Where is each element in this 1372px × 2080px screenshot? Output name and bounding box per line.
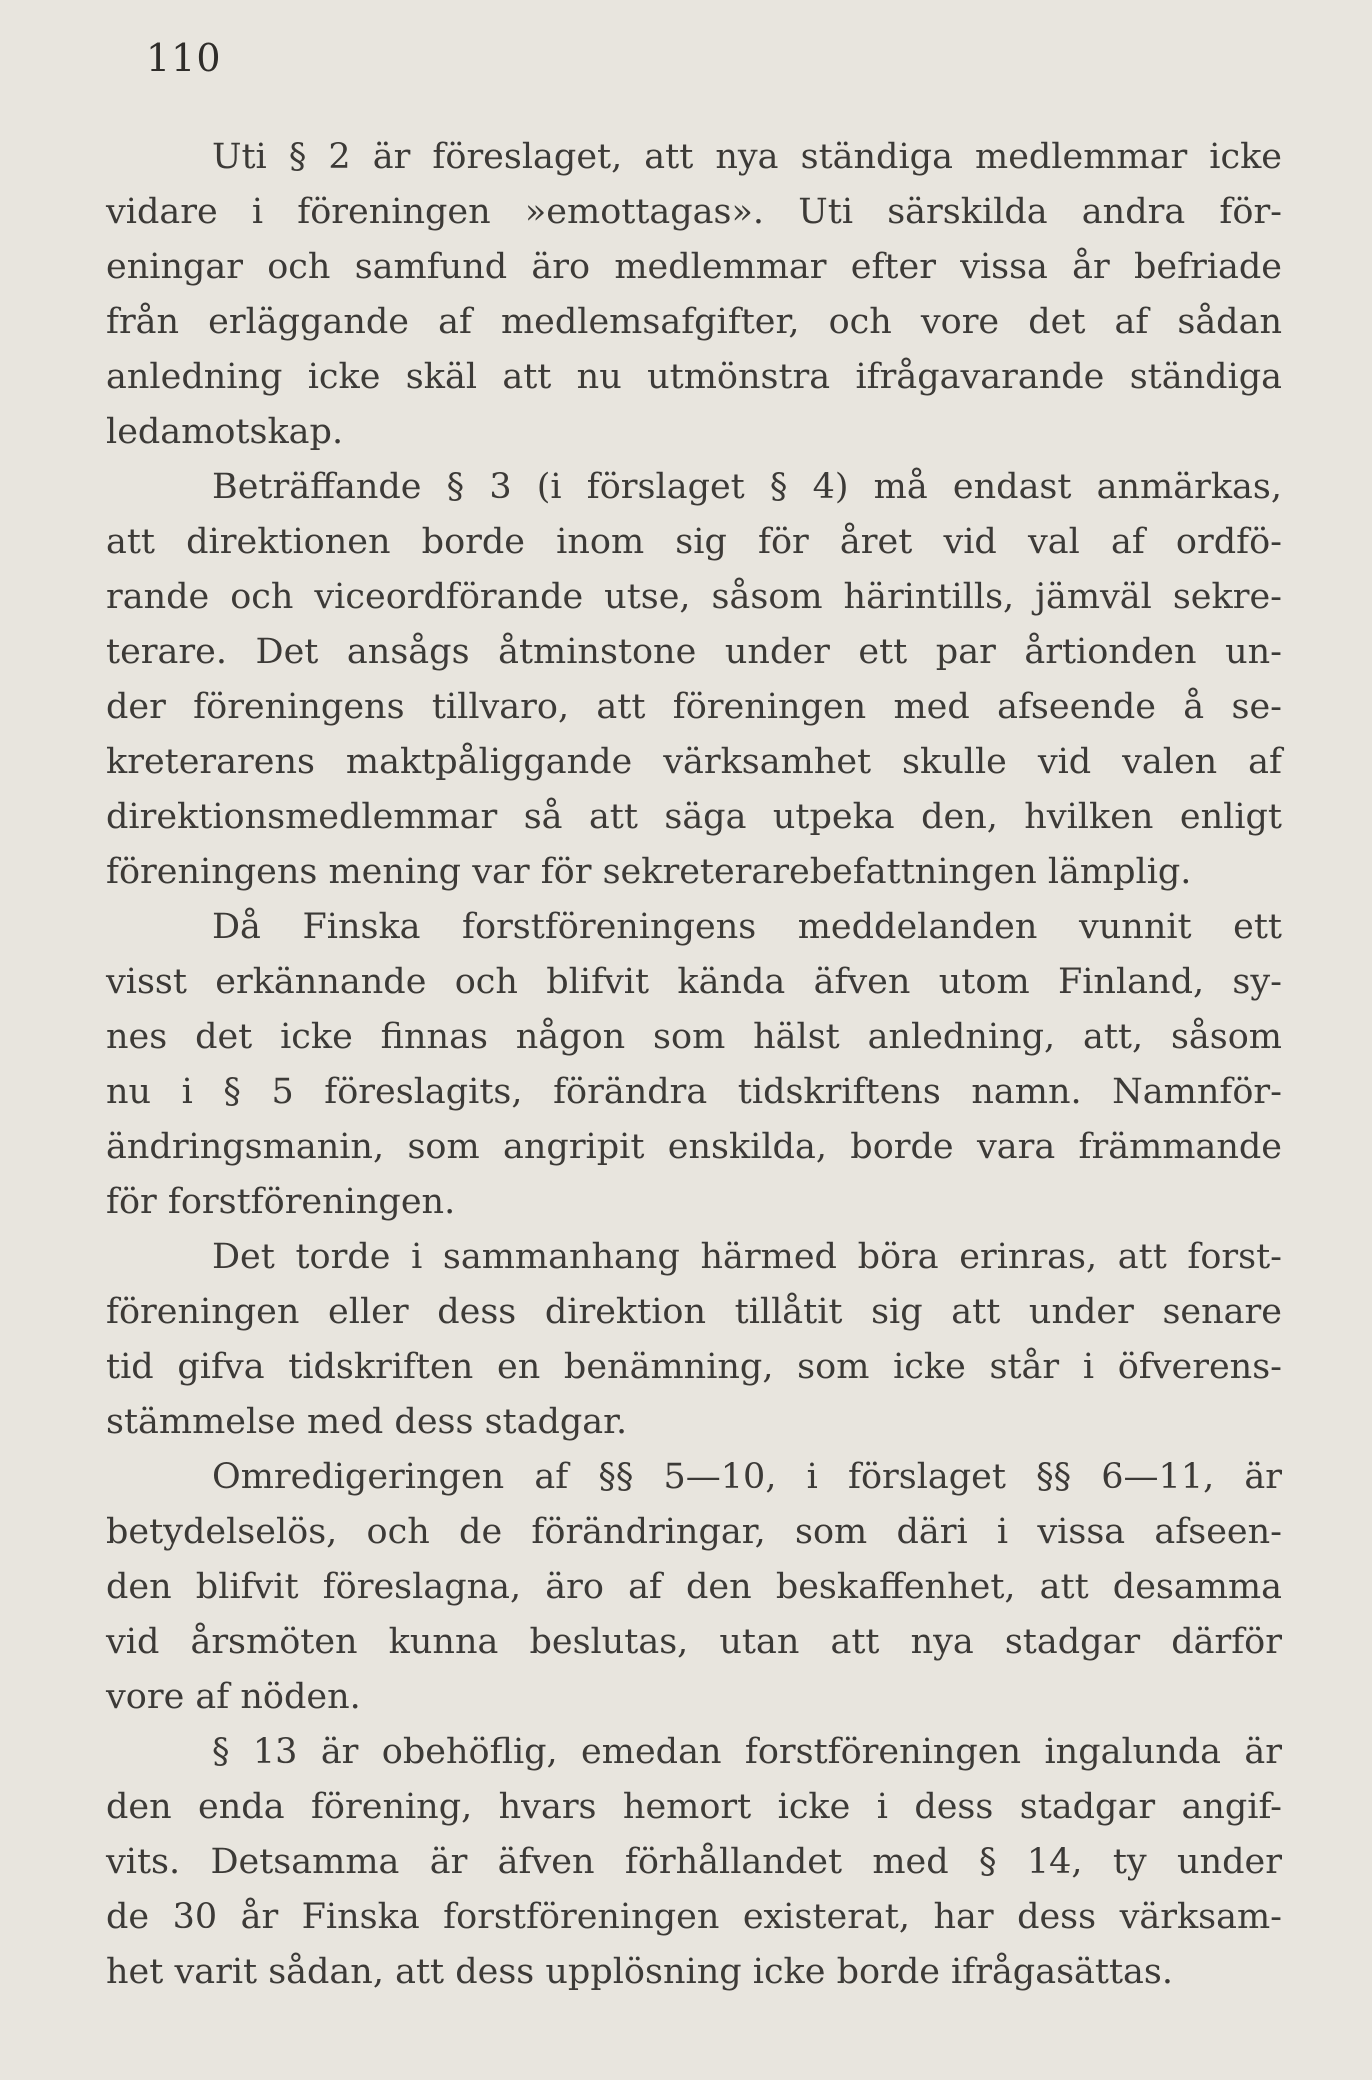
- text-line: från erläggande af medlemsafgifter, och vore det af sådan: [106, 302, 1282, 342]
- text-line: stämmelse med dess stadgar.: [106, 1402, 628, 1442]
- text-line: Det torde i sammanhang härmed böra erinras, att forst-: [212, 1237, 1282, 1277]
- text-line: att direktionen borde inom sig för året vid val af ordfö-: [106, 522, 1282, 562]
- text-line: visst erkännande och blifvit kända äfven utom Finland, sy-: [106, 962, 1282, 1002]
- text-line: den blifvit föreslagna, äro af den beskaffenhet, att desamma: [106, 1567, 1282, 1607]
- text-line: anledning icke skäl att nu utmönstra ifrågavarande ständiga: [106, 357, 1282, 397]
- text-line: föreningen eller dess direktion tillåtit sig att under senare: [106, 1292, 1282, 1332]
- text-line: de 30 år Finska forstföreningen existerat, har dess värksam-: [106, 1897, 1282, 1937]
- text-line: den enda förening, hvars hemort icke i dess stadgar angif-: [106, 1787, 1282, 1827]
- text-line: föreningens mening var för sekreterarebefattningen lämplig.: [106, 852, 1192, 892]
- text-line: rande och viceordförande utse, såsom härintills, jämväl sekre-: [106, 577, 1282, 617]
- text-line: terare. Det ansågs åtminstone under ett par årtionden un-: [106, 632, 1282, 672]
- text-line: tid gifva tidskriften en benämning, som icke står i öfverens-: [106, 1347, 1282, 1387]
- text-line: Då Finska forstföreningens meddelanden vunnit ett: [212, 907, 1282, 947]
- text-line: Uti § 2 är föreslaget, att nya ständiga medlemmar icke: [212, 137, 1282, 177]
- text-line: het varit sådan, att dess upplösning icke borde ifrågasättas.: [106, 1952, 1173, 1992]
- text-line: kreterarens maktpåliggande värksamhet skulle vid valen af: [106, 742, 1282, 782]
- text-line: vid årsmöten kunna beslutas, utan att nya stadgar därför: [106, 1622, 1282, 1662]
- text-line: eningar och samfund äro medlemmar efter vissa år befriade: [106, 247, 1282, 287]
- text-line: nu i § 5 föreslagits, förändra tidskriftens namn. Namnför-: [106, 1072, 1282, 1112]
- page-number: 110: [146, 36, 222, 80]
- text-line: för forstföreningen.: [106, 1182, 456, 1222]
- text-line: Beträffande § 3 (i förslaget § 4) må endast anmärkas,: [212, 467, 1282, 507]
- text-line: ledamotskap.: [106, 412, 344, 452]
- text-line: direktionsmedlemmar så att säga utpeka den, hvilken enligt: [106, 797, 1282, 837]
- text-line: § 13 är obehöflig, emedan forstföreningen ingalunda är: [212, 1732, 1282, 1772]
- text-line: vidare i föreningen »emottagas». Uti särskilda andra för-: [106, 192, 1282, 232]
- text-line: ändringsmanin, som angripit enskilda, borde vara främmande: [106, 1127, 1282, 1167]
- text-line: Omredigeringen af §§ 5—10, i förslaget §§ 6—11, är: [212, 1457, 1282, 1497]
- text-line: vore af nöden.: [106, 1677, 361, 1717]
- text-line: betydelselös, och de förändringar, som däri i vissa afseen-: [106, 1512, 1282, 1552]
- text-line: nes det icke finnas någon som hälst anledning, att, såsom: [106, 1017, 1282, 1057]
- body-text: [106, 130, 1282, 2000]
- text-line: vits. Detsamma är äfven förhållandet med § 14, ty under: [106, 1842, 1282, 1882]
- text-line: der föreningens tillvaro, att föreningen med afseende å se-: [106, 687, 1282, 727]
